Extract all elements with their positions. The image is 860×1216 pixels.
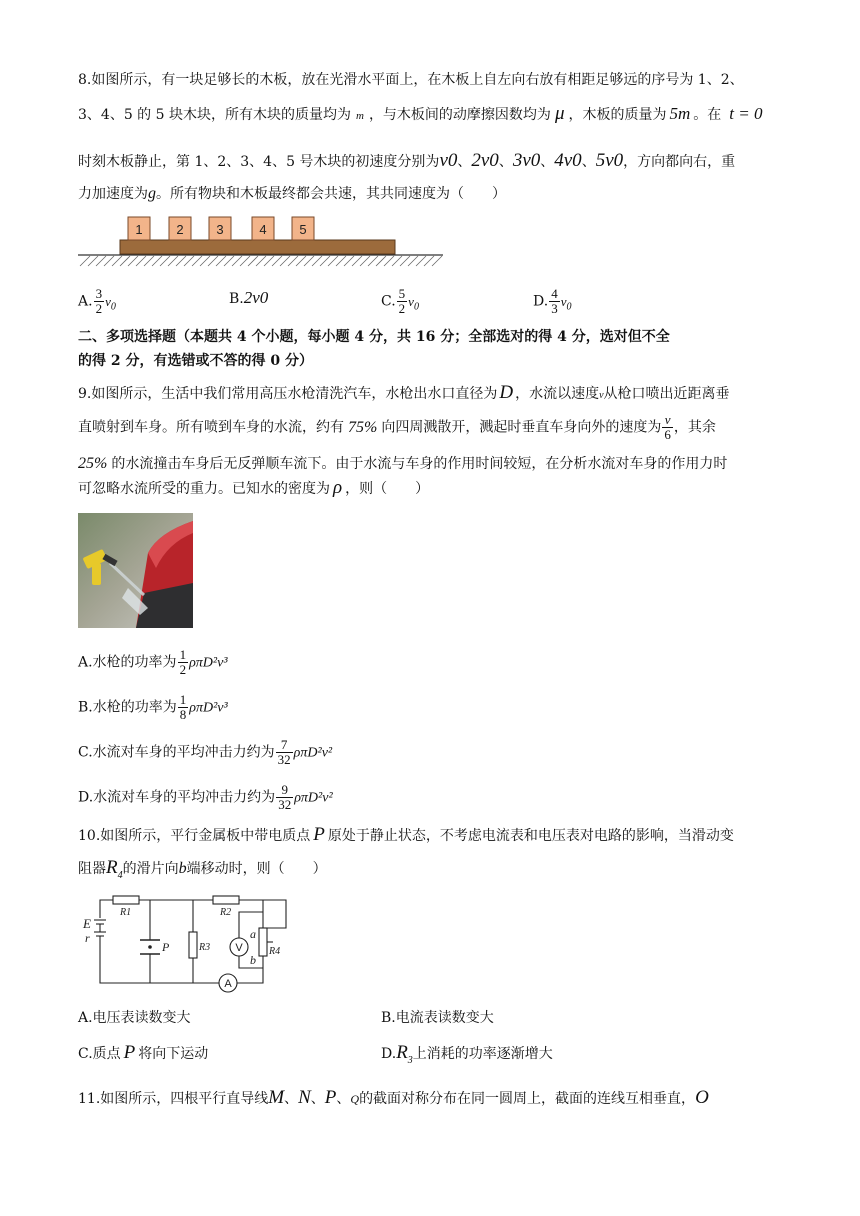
svg-text:V: V <box>235 942 243 954</box>
resistor-r2 <box>213 896 239 904</box>
section-2-heading-line-1: 二、多项选择题（本题共 4 个小题，每小题 4 分，共 16 分；全部选对的得 4 分，选对但不全 <box>78 329 670 345</box>
svg-text:r: r <box>85 931 90 945</box>
resistor-r1 <box>113 896 139 904</box>
q10-option-b[interactable]: B.电流表读数变大 <box>381 1010 494 1026</box>
q9-option-c[interactable]: C.水流对车身的平均冲击力约为 $\frac{7}{32}$ ρπD²v² <box>78 737 333 767</box>
block-5-label: 5 <box>299 222 307 237</box>
q9-line-3: 25% 的水流撞击车身后无反弹顺车流下。由于水流与车身的作用时间较短，在分析水流对车身的作用力时 <box>78 455 728 472</box>
block-3-label: 3 <box>216 222 224 237</box>
wooden-board <box>120 240 395 254</box>
board-mass: 5m <box>669 104 691 123</box>
svg-text:A: A <box>224 978 232 990</box>
q11-line-1: 11.如图所示，四根平行直导线M、N、P、Q的截面对称分布在同一圆周上，截面的连线互相垂直，O <box>78 1087 709 1108</box>
resistor-r3 <box>189 932 197 958</box>
mu-symbol: μ <box>554 103 565 124</box>
q8-option-c[interactable]: C. $\frac{5}{2}$ $v_0$ <box>381 286 419 316</box>
section-2-heading-line-2: 的得 2 分，有选错或不答的得 0 分） <box>78 353 313 369</box>
t-equals-zero: t = 0 <box>729 104 763 123</box>
q8-option-b[interactable]: B.2v0 <box>229 288 269 307</box>
q8-option-d[interactable]: D. $\frac{4}{3}$ $v_0$ <box>533 286 572 316</box>
q8-line-3: 时刻木板静止，第 1、2、3、4、5 号木块的初速度分别为v0、2v0、3v0、4v0、5v0，方向都向右，重 <box>78 150 736 171</box>
q8-line-4: 力加速度为g。所有物块和木板最终都会共速，其共同速度为（ ） <box>78 185 506 202</box>
mass-symbol: m <box>355 110 364 122</box>
svg-text:b: b <box>250 953 256 967</box>
svg-text:R4: R4 <box>269 946 281 957</box>
q8-option-a[interactable]: A. $\frac{3}{2}$ $v_0$ <box>78 286 116 316</box>
q9-line-4: 可忽略水流所受的重力。已知水的密度为 ρ ，则（ ） <box>78 477 430 498</box>
circuit-diagram <box>78 888 293 1000</box>
car-wash-photo <box>78 513 193 628</box>
rheostat-r4 <box>259 928 267 956</box>
board-blocks-figure <box>78 212 448 270</box>
q8-line-2: 3、4、5 的 5 块木块，所有木块的质量均为 m ，与木板间的动摩擦因数均为 μ ，木板的质量为 5m 。在 t = 0 <box>78 103 763 124</box>
svg-text:R1: R1 <box>120 907 132 918</box>
q10-option-a[interactable]: A.电压表读数变大 <box>78 1010 191 1026</box>
q9-option-d[interactable]: D.水流对车身的平均冲击力约为 $\frac{9}{32}$ ρπD²v² <box>78 782 333 812</box>
charged-particle <box>148 945 152 949</box>
q10-line-2: 阻器$R_4$的滑片向b端移动时，则（ ） <box>78 857 327 881</box>
svg-text:E: E <box>83 916 91 931</box>
ground-hatching <box>80 256 442 266</box>
q9-option-b[interactable]: B.水枪的功率为 $\frac{1}{8}$ ρπD²v³ <box>78 692 228 722</box>
q9-line-1: 9.如图所示，生活中我们常用高压水枪清洗汽车，水枪出水口直径为 D ，水流以速度v从枪口喷出近距离垂 <box>78 382 730 403</box>
svg-text:P: P <box>162 940 170 954</box>
svg-text:R3: R3 <box>199 942 211 953</box>
q10-option-d[interactable]: $D.R_3$上消耗的功率逐渐增大 <box>381 1042 553 1066</box>
block-2-label: 2 <box>176 222 184 237</box>
q10-option-c[interactable]: C.质点 P 将向下运动 <box>78 1042 209 1063</box>
svg-text:a: a <box>250 927 256 941</box>
q10-line-1: 10.如图所示，平行金属板中带电质点 P 原处于静止状态，不考虑电流表和电压表对电路的影响，当滑动变 <box>78 824 734 845</box>
q8-line-1: 8.如图所示，有一块足够长的木板，放在光滑水平面上，在木板上自左向右放有相距足够远的序号为 1、2、 <box>78 72 744 88</box>
block-1-label: 1 <box>135 222 143 237</box>
q9-line-2: 直喷射到车身。所有喷到车身的水流，约有 75% 向四周溅散开，溅起时垂直车身向外的速度为 $\frac{v}{6}$ ，其余 <box>78 412 716 442</box>
q9-option-a[interactable]: A.水枪的功率为 $\frac{1}{2}$ ρπD²v³ <box>78 647 228 677</box>
block-4-label: 4 <box>259 222 267 237</box>
svg-text:R2: R2 <box>220 907 232 918</box>
